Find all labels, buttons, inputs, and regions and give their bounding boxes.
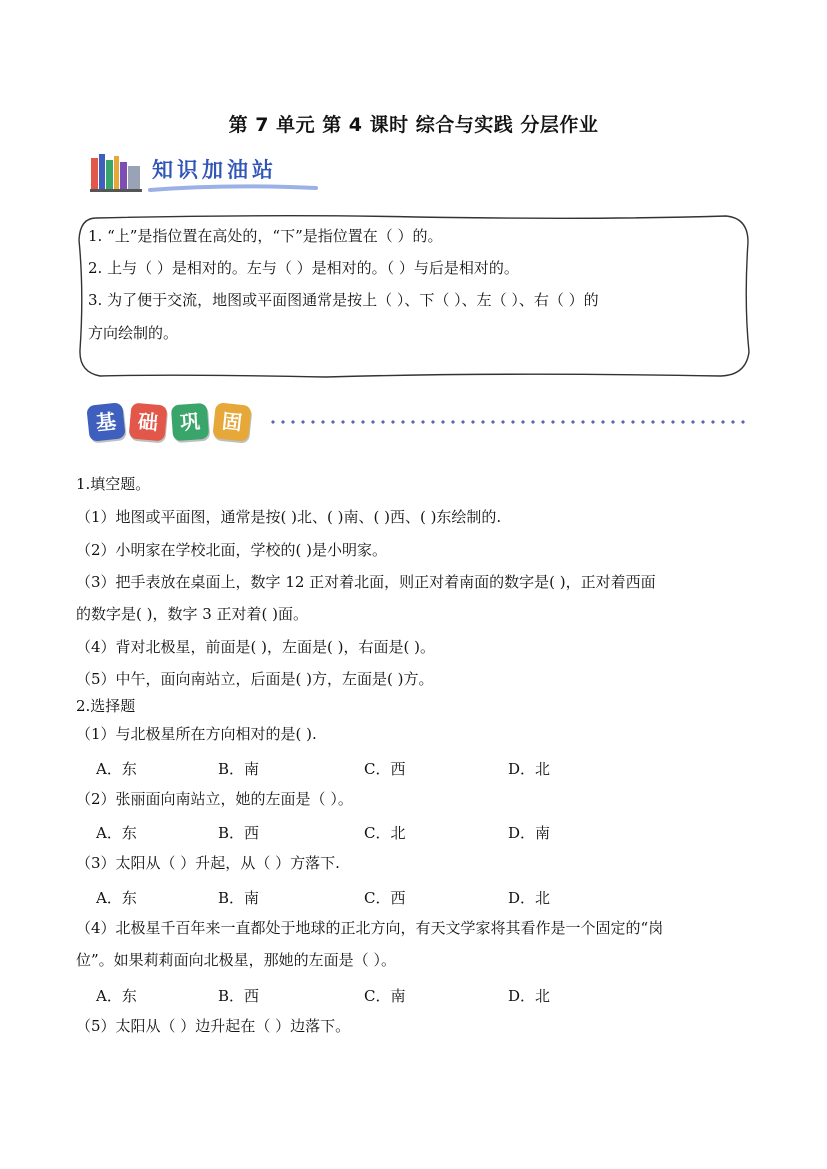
q2-item-2-option-b: B．西: [218, 824, 260, 842]
q2-item-4-stem-2: 位”。如果莉莉面向北极星，那她的左面是（ ）。: [76, 951, 396, 969]
q1-line-4: 的数字是( )，数字 3 正对着( )面。: [76, 605, 309, 623]
knowledge-banner: [90, 148, 330, 198]
knowledge-line-4: 方向绘制的。: [88, 324, 179, 342]
q2-item-3-stem: （3）太阳从（ ）升起，从（ ）方落下.: [76, 854, 340, 872]
bookshelf-icon: [90, 152, 142, 192]
basic-badge-4: 固: [212, 402, 252, 442]
q2-item-2-option-d: D．南: [508, 824, 551, 842]
q2-item-3-option-d: D．北: [508, 889, 551, 907]
q2-item-4-option-b: B．西: [218, 987, 260, 1005]
q1-line-1: （1）地图或平面图，通常是按( )北、( )南、( )西、( )东绘制的.: [76, 508, 502, 526]
q2-item-4-option-d: D．北: [508, 987, 551, 1005]
q2-item-1-option-d: D．北: [508, 760, 551, 778]
q2-item-3-option-b: B．南: [218, 889, 260, 907]
basic-badge-3: 巩: [171, 403, 209, 441]
basic-badge-1: 基: [86, 402, 126, 442]
q1-heading: 1.填空题。: [76, 475, 151, 493]
q1-line-2: （2）小明家在学校北面，学校的( )是小明家。: [76, 541, 388, 559]
q2-heading: 2.选择题: [76, 697, 136, 715]
knowledge-line-2: 2. 上与（ ）是相对的。左与（ ）是相对的。（ ）与后是相对的。: [88, 259, 519, 277]
knowledge-line-1: 1. “上”是指位置在高处的，“下”是指位置在（ ）的。: [88, 227, 443, 245]
q2-item-4-option-a: A．东: [96, 987, 137, 1005]
q2-item-4-option-c: C．南: [364, 987, 406, 1005]
basic-banner: [88, 400, 748, 446]
q2-item-1-stem: （1）与北极星所在方向相对的是( ).: [76, 725, 317, 743]
q1-line-5: （4）背对北极星，前面是( )，左面是( )，右面是( )。: [76, 638, 435, 656]
q2-item-1-option-c: C．西: [364, 760, 406, 778]
q2-item-1-option-a: A．东: [96, 760, 137, 778]
page-title: 第 7 单元 第 4 课时 综合与实践 分层作业: [228, 114, 599, 136]
q2-item-2-option-a: A．东: [96, 824, 137, 842]
knowledge-banner-label: 知识加油站: [152, 158, 277, 182]
basic-badge-2: 础: [128, 402, 167, 441]
q2-item-2-option-c: C．北: [364, 824, 406, 842]
dotted-divider: [268, 420, 748, 424]
swoosh-underline: [148, 182, 318, 196]
q2-item-3-option-a: A．东: [96, 889, 137, 907]
q1-line-3: （3）把手表放在桌面上，数字 12 正对着北面，则正对着南面的数字是( )，正对着西面: [76, 573, 656, 591]
q1-line-6: （5）中午，面向南站立，后面是( )方，左面是( )方。: [76, 670, 434, 688]
q2-item-2-stem: （2）张丽面向南站立，她的左面是（ ）。: [76, 790, 353, 808]
q2-item-5-stem: （5）太阳从（ ）边升起在（ ）边落下。: [76, 1017, 351, 1035]
knowledge-line-3: 3. 为了便于交流，地图或平面图通常是按上（ ）、下（ ）、左（ ）、右（ ）的: [88, 291, 599, 309]
q2-item-3-option-c: C．西: [364, 889, 406, 907]
q2-item-1-option-b: B．南: [218, 760, 260, 778]
q2-item-4-stem-1: （4）北极星千百年来一直都处于地球的正北方向，有天文学家将其看作是一个固定的“岗: [76, 919, 664, 937]
